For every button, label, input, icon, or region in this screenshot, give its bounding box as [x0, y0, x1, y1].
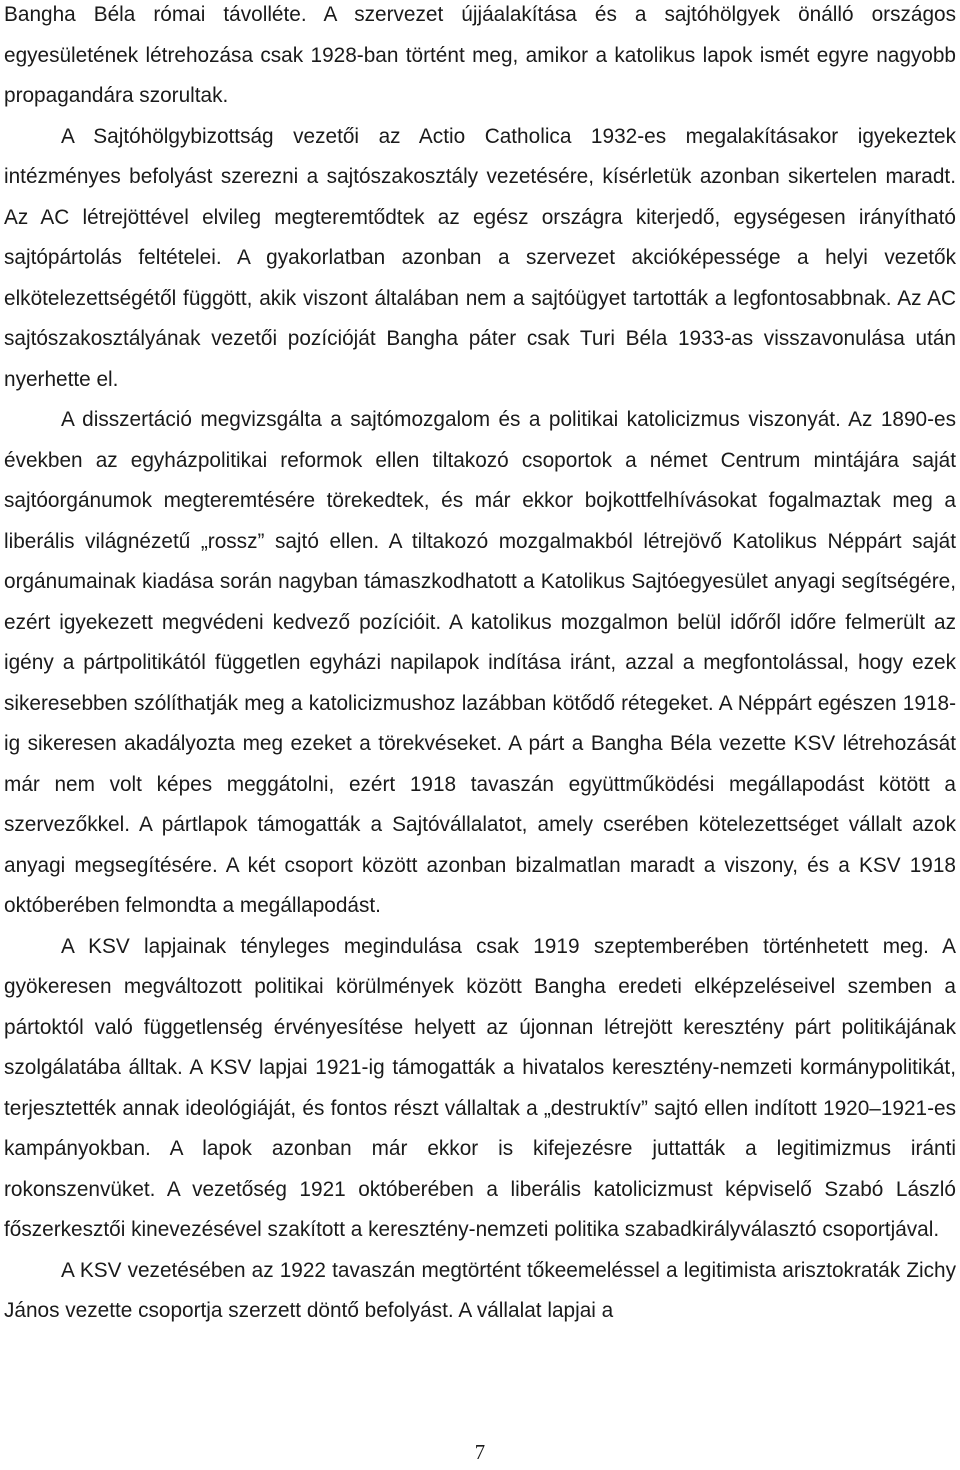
- paragraph-sajtoholgybizottsag: A Sajtóhölgybizottság vezetői az Actio Catholica 1932-es megalakításakor igyekeztek intézményes befolyást szerezni a sajtószakosztály vezetésére, kísérletük azonban sikertelen maradt. Az AC létrejöttével elvileg megteremtődtek az egész országra kiterjedő, egységesen irányítható sajtópártolás feltételei. A gyakorlatban azonban a szervezet akcióképessége a helyi vezetők elkötelezettségétől függött, akik viszont általában nem a sajtóügyet tartották a legfontosabbnak. Az AC sajtószakosztályának vezetői pozícióját Bangha páter csak Turi Béla 1933-as visszavonulása után nyerhette el.: [4, 124, 956, 391]
- paragraph-continuation: Bangha Béla római távolléte. A szervezet újjáalakítása és a sajtóhölgyek önálló országos egyesületének létrehozása csak 1928-ban történt meg, amikor a katolikus lapok ismét egyre nagyobb propagandára szorultak.: [4, 3, 956, 107]
- paragraph-politikai-katolicizmus: A disszertáció megvizsgálta a sajtómozgalom és a politikai katolicizmus viszonyát. Az 1890-es években az egyházpolitikai reformok ellen tiltakozó csoportok a német Centrum mintájára saját sajtóorgánumok megteremtésére törekedtek, és már ekkor bojkottfelhívásokat fogalmaztak meg a liberális világnézetű „rossz” sajtó ellen. A tiltakozó mozgalmakból létrejövő Katolikus Néppárt saját orgánumainak kiadása során nagyban támaszkodhatott a Katolikus Sajtóegyesület anyagi segítségére, ezért igyekezett megvédeni kedvező pozícióit. A katolikus mozgalmon belül időről időre felmerült az igény a pártpolitikától független egyházi napilapok indítása iránt, azzal a megfontolással, hogy ezek sikeresebben szólíthatják meg a katolicizmushoz lazábban kötődő rétegeket. A Néppárt egészen 1918-ig sikeresen akadályozta meg ezeket a törekvéseket. A párt a Bangha Béla vezette KSV létrehozását már nem volt képes meggátolni, ezért 1918 tavaszán együttműködési megállapodást kötött a szervezőkkel. A pártlapok támogatták a Sajtóvállalatot, amely cserében kötelezettséget vállalt azok anyagi megsegítésére. A két csoport között azonban bizalmatlan maradt a viszony, és a KSV 1918 októberében felmondta a megállapodást.: [4, 408, 956, 917]
- paragraph-ksv-lapjai: A KSV lapjainak tényleges megindulása csak 1919 szeptemberében történhetett meg. A gyökeresen megváltozott politikai körülmények között Bangha eredeti elképzeléseivel szemben a pártoktól való függetlenség érvényesítése helyett az újonnan létrejött keresztény párt politikájának szolgálatába álltak. A KSV lapjai 1921-ig támogatták a hivatalos keresztény-nemzeti kormánypolitikát, terjesztették annak ideológiáját, és fontos részt vállaltak a „destruktív” sajtó ellen indított 1920–1921-es kampányokban. A lapok azonban már ekkor is kifejezésre juttatták a legitimizmus iránti rokonszenvüket. A vezetőség 1921 októberében a liberális katolicizmust képviselő Szabó László főszerkesztői kinevezésével szakított a keresztény-nemzeti politika szabadkirályválasztó csoportjával.: [4, 934, 956, 1241]
- body-text: [4, 0, 956, 1332]
- page-number: 7: [474, 1441, 486, 1464]
- paragraph-ksv-vezetese: A KSV vezetésében az 1922 tavaszán megtörtént tőkeemeléssel a legitimista arisztokraták Zichy János vezette csoportja szerzett döntő befolyást. A vállalat lapjai a: [4, 1258, 956, 1322]
